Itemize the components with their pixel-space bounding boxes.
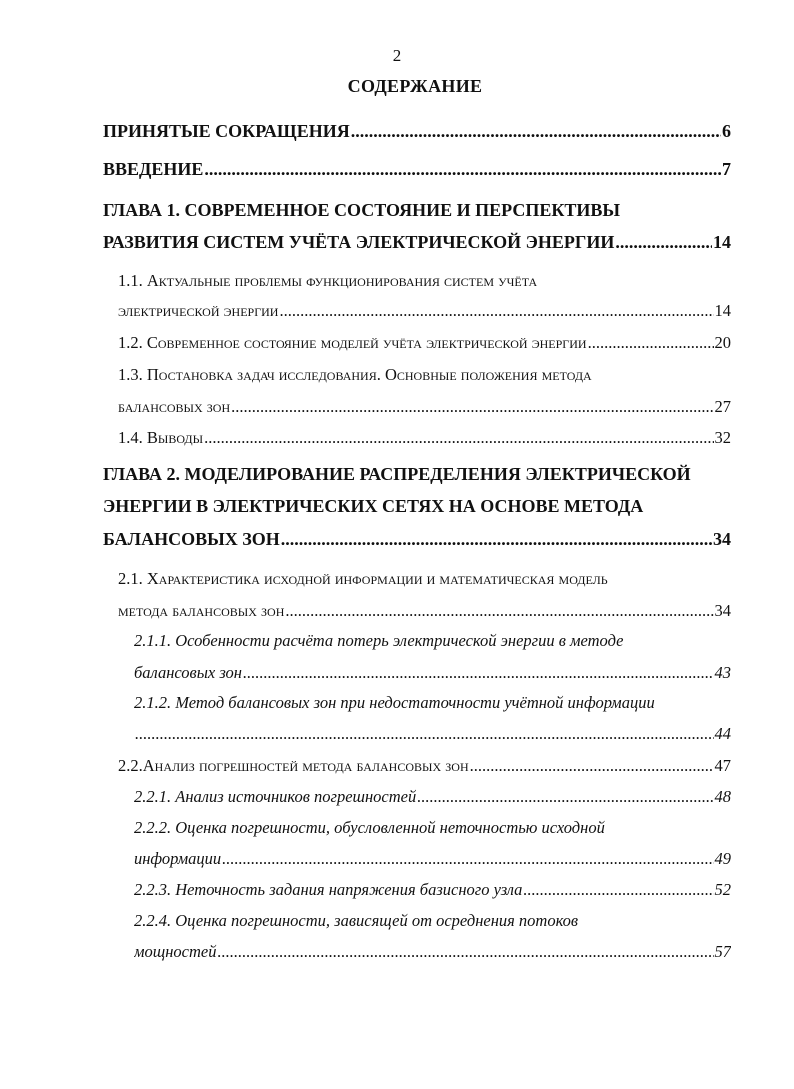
dot-leader xyxy=(351,121,721,142)
toc-entry-text: ВВЕДЕНИЕ xyxy=(103,159,204,179)
dot-leader xyxy=(243,663,714,683)
toc-entry-2-2[interactable] xyxy=(118,756,731,776)
toc-entry-text-cont: метода балансовых зон xyxy=(118,601,285,620)
toc-entry-2-1-1[interactable] xyxy=(134,631,731,651)
toc-entry-chapter-1-cont[interactable] xyxy=(103,232,731,253)
dot-leader xyxy=(279,301,713,321)
dot-leader xyxy=(204,159,721,180)
toc-entry-chapter-2-cont1[interactable] xyxy=(103,496,731,517)
dot-leader xyxy=(217,942,713,962)
toc-entry-2-2-3[interactable] xyxy=(134,880,731,900)
toc-entry-2-2-2-cont[interactable] xyxy=(134,849,731,869)
toc-entry-page: 14 xyxy=(713,232,731,252)
dot-leader xyxy=(222,849,713,869)
toc-entry-introduction[interactable] xyxy=(103,159,731,180)
toc-title: СОДЕРЖАНИЕ xyxy=(347,76,483,96)
dot-leader xyxy=(281,529,712,550)
toc-entry-text: ПРИНЯТЫЕ СОКРАЩЕНИЯ xyxy=(103,121,350,141)
toc-entry-text-cont: электрической энергии xyxy=(118,301,279,320)
toc-entry-text-cont: информации xyxy=(134,849,222,868)
toc-entry-text-cont: ЭНЕРГИИ В ЭЛЕКТРИЧЕСКИХ СЕТЯХ НА ОСНОВЕ МЕТОДА xyxy=(103,496,644,516)
toc-entry-text: 2.1. Характеристика исходной информации и математическая модель xyxy=(118,569,608,588)
toc-entry-text: ГЛАВА 1. СОВРЕМЕННОЕ СОСТОЯНИЕ И ПЕРСПЕКТИВЫ xyxy=(103,200,621,220)
toc-entry-abbreviations[interactable] xyxy=(103,121,731,142)
toc-entry-text-cont: балансовых зон xyxy=(134,663,242,682)
toc-entry-page: 7 xyxy=(722,159,731,179)
toc-entry-page: 57 xyxy=(714,942,731,961)
toc-entry-text-cont: мощностей xyxy=(134,942,217,961)
toc-entry-1-1[interactable] xyxy=(118,271,731,291)
toc-entry-2-1-2[interactable] xyxy=(134,693,731,713)
toc-entry-page: 32 xyxy=(714,428,731,447)
toc-entry-text: 2.2.4. Оценка погрешности, зависящей от осреднения потоков xyxy=(134,911,579,930)
toc-entry-text: 1.4. Выводы xyxy=(118,428,204,447)
toc-entry-2-1[interactable] xyxy=(118,569,731,589)
toc-entry-2-1-1-cont[interactable] xyxy=(134,663,731,683)
toc-entry-page: 20 xyxy=(714,333,731,352)
page-number: 2 xyxy=(392,46,402,65)
toc-entry-page: 27 xyxy=(714,397,731,416)
toc-entry-1-2[interactable] xyxy=(118,333,731,353)
toc-entry-text-cont: БАЛАНСОВЫХ ЗОН xyxy=(103,529,280,549)
dot-leader xyxy=(204,428,713,448)
toc-entry-2-2-2[interactable] xyxy=(134,818,731,838)
toc-entry-page: 14 xyxy=(714,301,731,320)
toc-entry-2-1-cont[interactable] xyxy=(118,601,731,621)
dot-leader xyxy=(615,232,712,253)
toc-entry-2-2-4[interactable] xyxy=(134,911,731,931)
dot-leader xyxy=(588,333,714,353)
toc-entry-page: 44 xyxy=(714,724,731,743)
toc-entry-text: 2.2.Анализ погрешностей метода балансовых зон xyxy=(118,756,469,775)
toc-entry-2-2-1[interactable] xyxy=(134,787,731,807)
toc-entry-text: 2.2.1. Анализ источников погрешностей xyxy=(134,787,417,806)
toc-entry-1-3[interactable] xyxy=(118,365,731,385)
toc-entry-text: 1.2. Современное состояние моделей учёта электрической энергии xyxy=(118,333,587,352)
dot-leader xyxy=(231,397,713,417)
toc-entry-page: 6 xyxy=(722,121,731,141)
toc-entry-page: 49 xyxy=(714,849,731,868)
toc-entry-text: 2.2.2. Оценка погрешности, обусловленной неточностью исходной xyxy=(134,818,605,837)
toc-entry-page: 48 xyxy=(714,787,731,806)
toc-entry-text: ГЛАВА 2. МОДЕЛИРОВАНИЕ РАСПРЕДЕЛЕНИЯ ЭЛЕКТРИЧЕСКОЙ xyxy=(103,464,691,484)
toc-entry-text: 2.1.1. Особенности расчёта потерь электрической энергии в методе xyxy=(134,631,624,650)
toc-entry-text-cont: балансовых зон xyxy=(118,397,231,416)
toc-entry-page: 47 xyxy=(714,756,731,775)
toc-entry-2-1-2-cont[interactable] xyxy=(134,724,731,744)
dot-leader xyxy=(285,601,713,621)
toc-entry-1-1-cont[interactable] xyxy=(118,301,731,321)
toc-entry-text: 1.3. Постановка задач исследования. Основные положения метода xyxy=(118,365,592,384)
dot-leader xyxy=(135,724,714,744)
dot-leader xyxy=(523,880,713,900)
toc-entry-chapter-2-cont2[interactable] xyxy=(103,529,731,550)
dot-leader xyxy=(470,756,714,776)
dot-leader xyxy=(417,787,713,807)
toc-entry-page: 52 xyxy=(714,880,731,899)
toc-entry-1-4[interactable] xyxy=(118,428,731,448)
toc-entry-text: 2.2.3. Неточность задания напряжения базисного узла xyxy=(134,880,523,899)
toc-entry-page: 34 xyxy=(714,601,731,620)
toc-entry-text-cont: РАЗВИТИЯ СИСТЕМ УЧЁТА ЭЛЕКТРИЧЕСКОЙ ЭНЕРГИИ xyxy=(103,232,615,252)
toc-entry-page: 43 xyxy=(714,663,731,682)
toc-entry-text: 2.1.2. Метод балансовых зон при недостаточности учётной информации xyxy=(134,693,655,712)
toc-entry-chapter-1[interactable] xyxy=(103,200,731,221)
toc-entry-page: 34 xyxy=(713,529,731,549)
toc-entry-text: 1.1. Актуальные проблемы функционирования систем учёта xyxy=(118,271,538,290)
toc-entry-chapter-2[interactable] xyxy=(103,464,731,485)
toc-entry-2-2-4-cont[interactable] xyxy=(134,942,731,962)
toc-entry-1-3-cont[interactable] xyxy=(118,397,731,417)
